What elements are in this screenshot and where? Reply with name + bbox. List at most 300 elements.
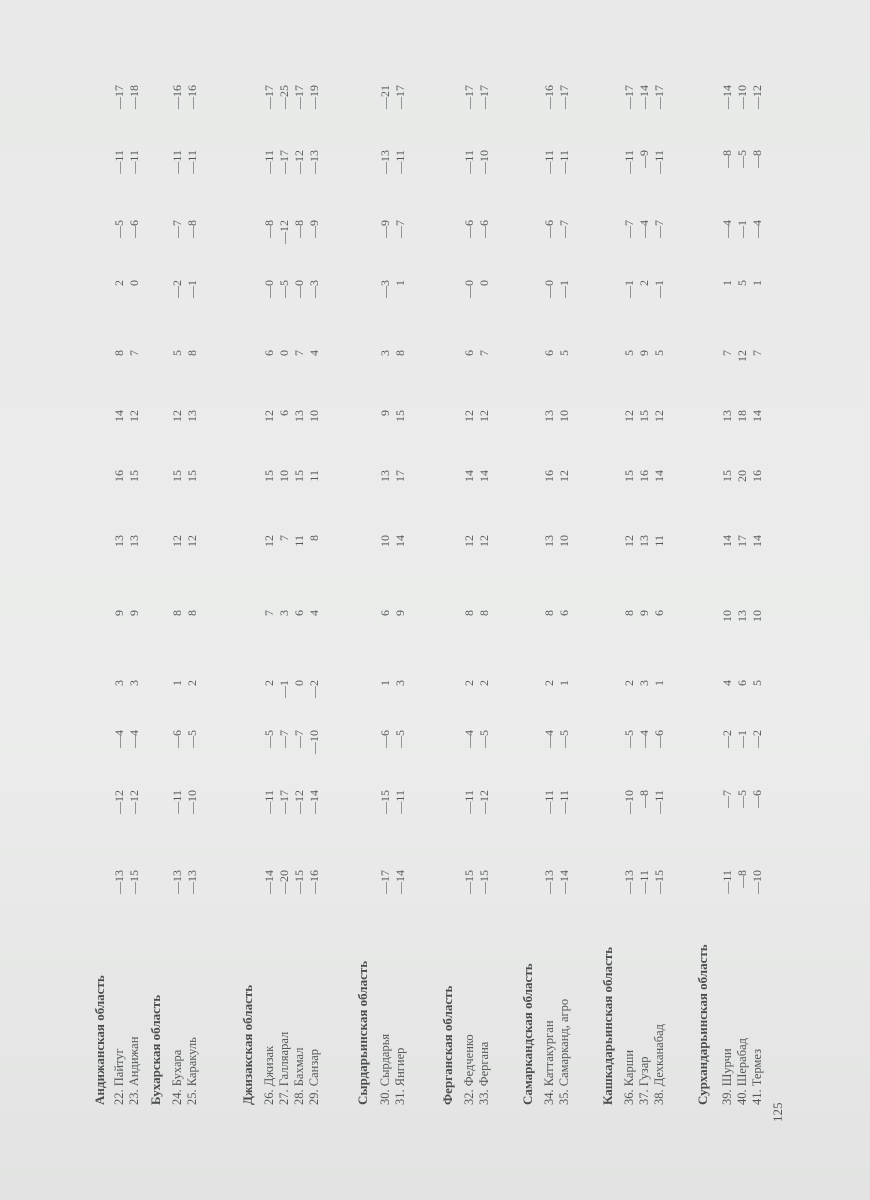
temperature-value: 10 (750, 610, 764, 622)
temperature-value: —17 (557, 85, 571, 109)
station-number: 26. (262, 1089, 276, 1105)
temperature-value: —17 (393, 85, 407, 109)
temperature-value: —12 (292, 150, 306, 174)
temperature-value: 2 (185, 680, 199, 686)
temperature-value: 6 (277, 410, 291, 416)
temperature-value: —4 (112, 730, 126, 748)
station-number: 38. (652, 1089, 666, 1105)
temperature-value: —2 (307, 680, 321, 698)
temperature-value: —14 (307, 790, 321, 814)
temperature-value: —13 (622, 870, 636, 894)
temperature-value: 13 (112, 535, 126, 547)
temperature-value: —6 (462, 220, 476, 238)
temperature-value: 6 (462, 350, 476, 356)
temperature-value: —7 (652, 220, 666, 238)
station-label: Фергана (477, 1041, 491, 1087)
temperature-value: 10 (720, 610, 734, 622)
temperature-value: 15 (170, 470, 184, 482)
station-label: Бахмал (292, 1047, 306, 1087)
temperature-value: —8 (637, 790, 651, 808)
temperature-value: —10 (750, 870, 764, 894)
temperature-value: 7 (477, 350, 491, 356)
temperature-value: —13 (112, 870, 126, 894)
station-number: 30. (378, 1089, 392, 1105)
temperature-value: —5 (735, 150, 749, 168)
temperature-value: —2 (750, 730, 764, 748)
temperature-value: —6 (127, 220, 141, 238)
temperature-value: —5 (477, 730, 491, 748)
temperature-value: —11 (542, 150, 556, 174)
temperature-value: 15 (185, 470, 199, 482)
temperature-value: 13 (735, 610, 749, 622)
region-heading: Кашкадарьинская область (600, 946, 615, 1105)
temperature-value: —15 (477, 870, 491, 894)
temperature-value: —17 (277, 790, 291, 814)
temperature-value: —5 (735, 790, 749, 808)
temperature-value: 5 (750, 680, 764, 686)
temperature-value: —4 (637, 730, 651, 748)
temperature-value: 2 (542, 680, 556, 686)
station-number: 25. (185, 1089, 199, 1105)
station-label: Федченко (462, 1034, 476, 1087)
temperature-value: —25 (277, 85, 291, 109)
temperature-value: —11 (185, 150, 199, 174)
temperature-value: —8 (720, 150, 734, 168)
temperature-value: 9 (127, 610, 141, 616)
station-number: 41. (750, 1089, 764, 1105)
temperature-value: —6 (378, 730, 392, 748)
temperature-value: —7 (170, 220, 184, 238)
temperature-value: 12 (462, 410, 476, 422)
temperature-value: —16 (542, 85, 556, 109)
temperature-value: —7 (277, 730, 291, 748)
temperature-value: 12 (622, 535, 636, 547)
station-label: Янгиер (393, 1047, 407, 1087)
temperature-value: —11 (652, 790, 666, 814)
temperature-value: 12 (652, 410, 666, 422)
temperature-value: —15 (462, 870, 476, 894)
temperature-value: —7 (292, 730, 306, 748)
station-name (378, 1034, 393, 1105)
temperature-value: 1 (378, 680, 392, 686)
temperature-value: —5 (277, 280, 291, 298)
temperature-value: —13 (185, 870, 199, 894)
temperature-value: 18 (735, 410, 749, 422)
temperature-value: 14 (720, 535, 734, 547)
temperature-value: —7 (393, 220, 407, 238)
temperature-value: 9 (112, 610, 126, 616)
temperature-value: —11 (127, 150, 141, 174)
station-label: Самарканд, агро (557, 998, 571, 1087)
temperature-value: 17 (393, 470, 407, 482)
temperature-value: 13 (542, 535, 556, 547)
station-label: Джизак (262, 1045, 276, 1087)
temperature-value: —6 (170, 730, 184, 748)
temperature-value: —11 (393, 790, 407, 814)
station-number: 29. (307, 1089, 321, 1105)
station-name (127, 1037, 142, 1105)
station-name (557, 999, 572, 1105)
temperature-value: 8 (477, 610, 491, 616)
temperature-value: 13 (127, 535, 141, 547)
station-name (477, 1042, 492, 1105)
station-number: 31. (393, 1089, 407, 1105)
station-name (185, 1037, 200, 1105)
temperature-value: —16 (170, 85, 184, 109)
station-name (262, 1046, 277, 1105)
temperature-value: —13 (170, 870, 184, 894)
temperature-value: 7 (262, 610, 276, 616)
temperature-value: —10 (307, 730, 321, 754)
temperature-value: —12 (292, 790, 306, 814)
temperature-value: —6 (542, 220, 556, 238)
temperature-value: 8 (542, 610, 556, 616)
station-label: Пайтуг (112, 1048, 126, 1087)
region-heading: Самаркандская область (520, 963, 535, 1105)
temperature-value: —8 (262, 220, 276, 238)
temperature-value: —15 (378, 790, 392, 814)
temperature-value: 3 (112, 680, 126, 686)
temperature-value: —4 (720, 220, 734, 238)
temperature-value: 1 (750, 280, 764, 286)
station-label: Галляарал (277, 1031, 291, 1087)
temperature-value: —21 (378, 85, 392, 109)
temperature-value: —17 (652, 85, 666, 109)
temperature-value: —11 (112, 150, 126, 174)
temperature-value: 3 (393, 680, 407, 686)
temperature-value: 1 (170, 680, 184, 686)
temperature-value: 9 (378, 410, 392, 416)
temperature-value: —5 (622, 730, 636, 748)
temperature-value: —11 (637, 870, 651, 894)
temperature-value: —10 (622, 790, 636, 814)
temperature-value: 10 (557, 410, 571, 422)
temperature-value: —17 (378, 870, 392, 894)
station-label: Каттакурган (542, 1020, 556, 1087)
temperature-value: —8 (735, 870, 749, 888)
temperature-value: 9 (637, 610, 651, 616)
temperature-value: 7 (292, 350, 306, 356)
station-label: Дехканабад (652, 1024, 666, 1087)
station-name (462, 1034, 477, 1105)
station-number: 27. (277, 1089, 291, 1105)
temperature-value: 14 (652, 470, 666, 482)
temperature-value: 3 (277, 610, 291, 616)
temperature-value: —6 (750, 790, 764, 808)
temperature-value: 15 (127, 470, 141, 482)
temperature-value: 5 (652, 350, 666, 356)
temperature-value: —15 (292, 870, 306, 894)
temperature-value: 12 (262, 535, 276, 547)
temperature-value: —2 (170, 280, 184, 298)
temperature-value: —0 (262, 280, 276, 298)
temperature-value: 3 (378, 350, 392, 356)
temperature-value: 4 (307, 350, 321, 356)
station-name (542, 1020, 557, 1105)
temperature-value: —4 (750, 220, 764, 238)
temperature-value: —13 (307, 150, 321, 174)
station-number: 40. (735, 1089, 749, 1105)
temperature-value: —11 (622, 150, 636, 174)
station-number: 39. (720, 1089, 734, 1105)
temperature-value: —2 (720, 730, 734, 748)
region-heading: Сырдарьинская область (355, 960, 370, 1105)
temperature-value: 7 (277, 535, 291, 541)
temperature-value: —8 (750, 150, 764, 168)
temperature-value: 6 (542, 350, 556, 356)
station-name (720, 1048, 735, 1105)
temperature-value: 6 (378, 610, 392, 616)
station-name (622, 1050, 637, 1105)
temperature-value: 5 (622, 350, 636, 356)
temperature-value: —11 (170, 150, 184, 174)
station-name (735, 1038, 750, 1105)
temperature-value: 14 (462, 470, 476, 482)
station-label: Каракуль (185, 1037, 199, 1087)
temperature-value: 4 (307, 610, 321, 616)
temperature-value: —10 (185, 790, 199, 814)
temperature-value: 8 (307, 535, 321, 541)
temperature-value: —4 (462, 730, 476, 748)
temperature-value: —13 (378, 150, 392, 174)
temperature-value: 12 (477, 535, 491, 547)
temperature-value: 6 (262, 350, 276, 356)
temperature-value: —17 (477, 85, 491, 109)
temperature-value: —11 (652, 150, 666, 174)
temperature-value: —4 (542, 730, 556, 748)
temperature-value: 15 (292, 470, 306, 482)
temperature-value: —14 (262, 870, 276, 894)
temperature-value: —17 (462, 85, 476, 109)
temperature-value: —17 (622, 85, 636, 109)
temperature-value: —11 (557, 150, 571, 174)
temperature-value: —16 (307, 870, 321, 894)
temperature-value: —9 (378, 220, 392, 238)
station-label: Санзар (307, 1048, 321, 1087)
temperature-value: —10 (477, 150, 491, 174)
station-label: Бухара (170, 1049, 184, 1087)
station-number: 37. (637, 1089, 651, 1105)
temperature-value: —9 (637, 150, 651, 168)
temperature-value: —0 (542, 280, 556, 298)
temperature-value: 14 (393, 535, 407, 547)
temperature-value: 16 (112, 470, 126, 482)
temperature-value: —18 (127, 85, 141, 109)
temperature-value: 7 (750, 350, 764, 356)
temperature-value: —11 (462, 790, 476, 814)
temperature-value: —1 (185, 280, 199, 298)
temperature-value: 9 (393, 610, 407, 616)
temperature-value: —6 (477, 220, 491, 238)
station-label: Сырдарья (378, 1033, 392, 1087)
temperature-value: 8 (462, 610, 476, 616)
temperature-value: 10 (307, 410, 321, 422)
temperature-value: 12 (735, 350, 749, 362)
temperature-value: 9 (637, 350, 651, 356)
temperature-value: 11 (292, 535, 306, 547)
region-heading: Джизакская область (240, 984, 255, 1105)
temperature-value: 12 (170, 535, 184, 547)
temperature-value: 11 (652, 535, 666, 547)
temperature-value: 5 (557, 350, 571, 356)
station-label: Андижан (127, 1036, 141, 1087)
temperature-value: 8 (170, 610, 184, 616)
temperature-value: —12 (127, 790, 141, 814)
temperature-value: 14 (750, 535, 764, 547)
temperature-value: 0 (277, 350, 291, 356)
temperature-value: 13 (542, 410, 556, 422)
temperature-value: —7 (622, 220, 636, 238)
temperature-value: 16 (750, 470, 764, 482)
temperature-value: 2 (462, 680, 476, 686)
temperature-value: 13 (378, 470, 392, 482)
temperature-value: —4 (127, 730, 141, 748)
temperature-value: —14 (557, 870, 571, 894)
temperature-value: 20 (735, 470, 749, 482)
station-number: 33. (477, 1089, 491, 1105)
page-number: 125 (770, 1102, 785, 1122)
temperature-value: —8 (292, 220, 306, 238)
temperature-value: —9 (307, 220, 321, 238)
temperature-value: 14 (112, 410, 126, 422)
temperature-value: —7 (720, 790, 734, 808)
temperature-value: 3 (637, 680, 651, 686)
temperature-value: —14 (637, 85, 651, 109)
station-name (292, 1048, 307, 1105)
temperature-value: —1 (277, 680, 291, 698)
temperature-value: 5 (170, 350, 184, 356)
temperature-value: 13 (292, 410, 306, 422)
temperature-value: —11 (262, 790, 276, 814)
temperature-value: —20 (277, 870, 291, 894)
temperature-value: 0 (477, 280, 491, 286)
station-label: Гузар (637, 1056, 651, 1087)
temperature-value: 12 (262, 410, 276, 422)
temperature-value: —11 (462, 150, 476, 174)
temperature-value: 15 (637, 410, 651, 422)
station-number: 35. (557, 1089, 571, 1105)
station-label: Шерабад (735, 1038, 749, 1087)
temperature-value: 7 (720, 350, 734, 356)
temperature-value: 8 (185, 350, 199, 356)
temperature-value: —1 (652, 280, 666, 298)
station-number: 22. (112, 1089, 126, 1105)
temperature-value: 12 (170, 410, 184, 422)
station-name (637, 1057, 652, 1106)
temperature-value: 5 (735, 280, 749, 286)
temperature-value: 1 (393, 280, 407, 286)
station-number: 23. (127, 1089, 141, 1105)
temperature-value: 8 (622, 610, 636, 616)
temperature-value: —15 (652, 870, 666, 894)
temperature-value: —5 (557, 730, 571, 748)
station-label: Карши (622, 1049, 636, 1087)
station-name (652, 1024, 667, 1105)
temperature-value: 6 (652, 610, 666, 616)
temperature-value: 8 (393, 350, 407, 356)
temperature-value: —6 (652, 730, 666, 748)
temperature-value: 10 (277, 470, 291, 482)
temperature-value: —3 (378, 280, 392, 298)
station-number: 34. (542, 1089, 556, 1105)
temperature-value: —5 (262, 730, 276, 748)
temperature-value: 6 (735, 680, 749, 686)
temperature-value: 13 (720, 410, 734, 422)
temperature-value: —17 (112, 85, 126, 109)
temperature-value: —1 (557, 280, 571, 298)
temperature-value: 12 (477, 410, 491, 422)
temperature-value: —11 (262, 150, 276, 174)
temperature-value: —7 (557, 220, 571, 238)
temperature-value: —19 (307, 85, 321, 109)
temperature-value: —12 (477, 790, 491, 814)
temperature-value: 2 (622, 680, 636, 686)
temperature-value: 8 (185, 610, 199, 616)
temperature-value: 12 (622, 410, 636, 422)
temperature-value: —11 (542, 790, 556, 814)
temperature-value: —11 (170, 790, 184, 814)
temperature-value: —5 (112, 220, 126, 238)
temperature-value: —1 (735, 220, 749, 238)
station-name (170, 1050, 185, 1105)
temperature-value: —8 (185, 220, 199, 238)
temperature-value: 12 (127, 410, 141, 422)
temperature-value: 12 (557, 470, 571, 482)
station-number: 36. (622, 1089, 636, 1105)
temperature-value: —16 (185, 85, 199, 109)
temperature-value: —0 (292, 280, 306, 298)
temperature-value: —11 (557, 790, 571, 814)
temperature-value: 12 (185, 535, 199, 547)
temperature-value: 16 (542, 470, 556, 482)
station-name (277, 1032, 292, 1105)
temperature-value: 11 (307, 470, 321, 482)
temperature-value: 15 (622, 470, 636, 482)
temperature-value: —12 (112, 790, 126, 814)
region-heading: Ферганская область (440, 985, 455, 1105)
temperature-value: —11 (393, 150, 407, 174)
temperature-value: 0 (127, 280, 141, 286)
temperature-value: —11 (720, 870, 734, 894)
temperature-value: 2 (477, 680, 491, 686)
temperature-value: 8 (112, 350, 126, 356)
region-heading: Андижанская область (92, 975, 107, 1105)
temperature-value: 1 (652, 680, 666, 686)
station-label: Шурчи (720, 1048, 734, 1087)
temperature-value: 0 (292, 680, 306, 686)
region-heading: Сурхандарьинская область (695, 944, 710, 1105)
temperature-value: 15 (720, 470, 734, 482)
temperature-value: 1 (720, 280, 734, 286)
temperature-value: 12 (462, 535, 476, 547)
temperature-value: 17 (735, 535, 749, 547)
station-name (307, 1049, 322, 1105)
station-name (750, 1049, 765, 1105)
temperature-value: 15 (393, 410, 407, 422)
temperature-value: 2 (262, 680, 276, 686)
temperature-value: —1 (735, 730, 749, 748)
temperature-value: —15 (127, 870, 141, 894)
temperature-value: 16 (637, 470, 651, 482)
temperature-value: —0 (462, 280, 476, 298)
station-name (393, 1048, 408, 1105)
temperature-value: —4 (637, 220, 651, 238)
region-heading: Бухарская область (148, 994, 163, 1105)
temperature-value: 14 (477, 470, 491, 482)
temperature-value: 13 (637, 535, 651, 547)
temperature-value: —13 (542, 870, 556, 894)
temperature-value: —12 (750, 85, 764, 109)
